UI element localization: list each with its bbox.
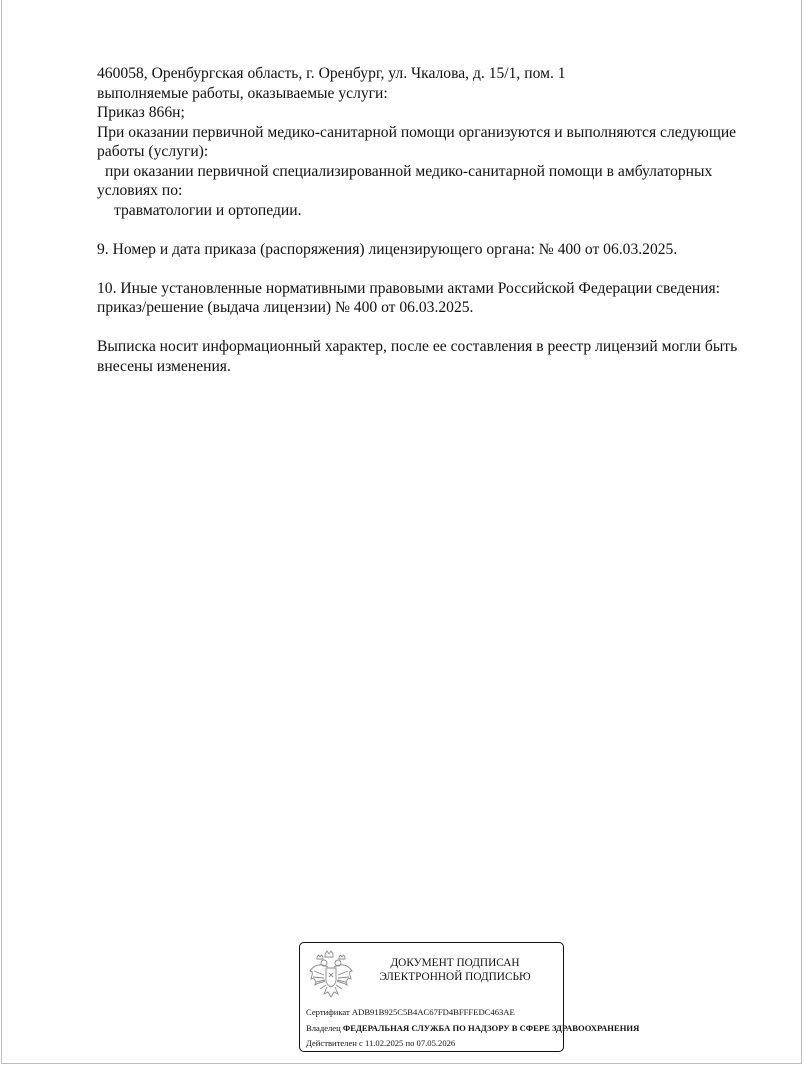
stamp-title [360, 956, 550, 984]
certificate-label: Сертификат [306, 1007, 350, 1017]
disclaimer-line-2: внесены изменения. [97, 357, 231, 375]
document-page [1, 0, 802, 1064]
stamp-title-line-1: ДОКУМЕНТ ПОДПИСАН [390, 957, 520, 969]
disclaimer-line-1: Выписка носит информационный характер, после ее составления в реестр лицензий могли быть [97, 338, 738, 355]
owner-row [306, 1021, 640, 1037]
primary-care-line-2: работы (услуги): [97, 143, 209, 160]
stamp-title-line-2: ЭЛЕКТРОННОЙ ПОДПИСЬЮ [379, 971, 531, 983]
item-10-line-2: приказ/решение (выдача лицензии) № 400 от 06.03.2025. [97, 299, 474, 316]
primary-care-line-1: При оказании первичной медико-санитарной помощи организуются и выполняются следующие [97, 123, 737, 141]
electronic-signature-stamp [299, 942, 640, 1052]
validity-row: Действителен с 11.02.2025 по 07.05.2026 [306, 1038, 456, 1049]
certificate-value: ADB91B925C5B4AC67FD4BFFFEDC463AE [351, 1007, 515, 1017]
item-10-line-1: 10. Иные установленные нормативными правовыми актами Российской Федерации сведения: [97, 279, 721, 297]
owner-value: ФЕДЕРАЛЬНАЯ СЛУЖБА ПО НАДЗОРУ В СФЕРЕ ЗДРАВООХРАНЕНИЯ [342, 1022, 640, 1033]
document-body [97, 64, 777, 376]
works-label: выполняемые работы, оказываемые услуги: [97, 84, 388, 102]
specialized-care-line-2: условиях по: [97, 182, 183, 199]
address-line: 460058, Оренбургская область, г. Оренбург, ул. Чкалова, д. 15/1, пом. 1 [97, 65, 566, 82]
item-9-order-number: 9. Номер и дата приказа (распоряжения) лицензирующего органа: № 400 от 06.03.2025. [97, 240, 678, 258]
stamp-details [306, 1005, 640, 1052]
owner-label: Владелец [306, 1022, 341, 1033]
specialized-care-line-1: при оказании первичной специализированной медико-санитарной помощи в амбулаторных [105, 162, 713, 180]
russian-coat-of-arms-icon [308, 949, 354, 1001]
specialty-line: травматологии и ортопедии. [114, 201, 302, 219]
order-line: Приказ 866н; [97, 104, 185, 121]
certificate-row [306, 1005, 606, 1021]
